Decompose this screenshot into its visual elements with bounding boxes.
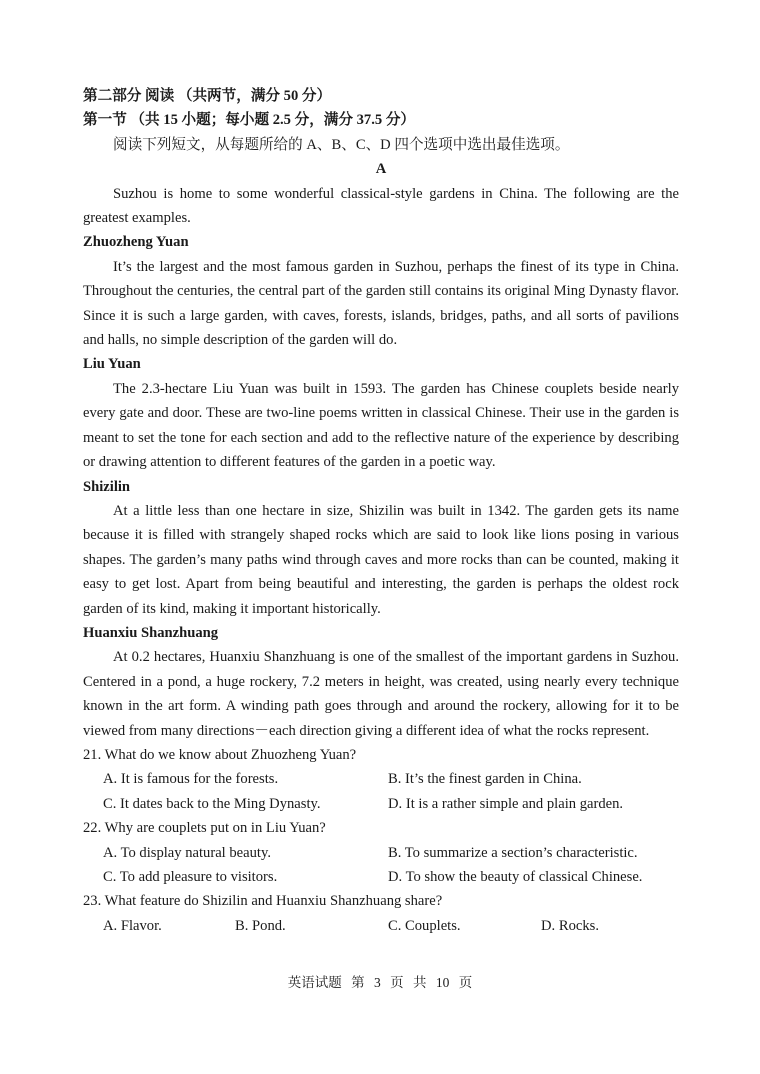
option-row [83,767,679,791]
option-a[interactable]: A. It is famous for the forests. [103,771,279,788]
option-row [83,865,679,889]
question-stem: 21. What do we know about Zhuozheng Yuan? [83,746,357,763]
option-row [83,792,679,816]
page-footer: 英语试题 第 3 页 共 10 页 [287,975,473,990]
option-d[interactable]: D. Rocks. [541,917,599,934]
garden-heading: Huanxiu Shanzhuang [83,624,219,641]
passage-intro: Suzhou is home to some wonderful classical-style gardens in China. The following are the greatest examples. [83,185,679,227]
garden-description: At 0.2 hectares, Huanxiu Shanzhuang is one of the smallest of the important gardens in Suzhou. Centered in a pond, a huge rockery, 7.2 meters in height, was created, using nearly every technique known in the art form. A winding path goes through and around the rockery, allowing for it to be viewed from many directions－each direction giving a different idea of what the rocks represent. [83,649,679,739]
option-d[interactable]: D. To show the beauty of classical Chinese. [388,869,643,885]
garden-heading: Zhuozheng Yuan [83,234,189,251]
instruction: 阅读下列短文，从每题所给的 A、B、C、D 四个选项中选出最佳选项。 [113,136,570,153]
option-a[interactable]: A. To display natural beauty. [103,844,271,861]
part-header: 第一节 （共 15 小题；每小题 2.5 分，满分 37.5 分） [83,112,416,129]
section-header: 第二部分 阅读 （共两节，满分 50 分） [83,88,332,104]
question-stem: 22. Why are couplets put on in Liu Yuan? [83,820,326,837]
reading-section [83,84,679,938]
option-row [83,914,679,938]
garden-heading: Shizilin [83,478,131,495]
garden-description: The 2.3-hectare Liu Yuan was built in 1593. The garden has Chinese couplets beside nearly every gate and door. These are two-line poems written in classical Chinese. Their use in the garden is meant to set the tone for each section and add to the reflective nature of the experience by describing or drawing attention to different features of the garden in a poetic way. [83,380,679,471]
question-stem: 23. What feature do Shizilin and Huanxiu Shanzhuang share? [83,893,443,910]
garden-heading: Liu Yuan [83,356,141,373]
option-b[interactable]: B. Pond. [235,917,286,934]
option-b[interactable]: B. To summarize a section’s characteristic. [388,844,638,861]
option-a[interactable]: A. Flavor. [103,917,162,934]
passage-label: A [375,161,387,178]
garden-description: At a little less than one hectare in size, Shizilin was built in 1342. The garden gets its name because it is filled with strangely shaped rocks which are said to look like lions posing in various shapes. The garden’s many paths wind through caves and more rocks than can be counted, making it easy to get lost. Apart from being beautiful and interesting, the garden is perhaps the oldest rock garden of its kind, making it important historically. [83,502,679,617]
option-d[interactable]: D. It is a rather simple and plain garden. [388,795,624,812]
garden-description: It’s the largest and the most famous garden in Suzhou, perhaps the finest of its type in China. Throughout the centuries, the central part of the garden still contains its original Ming Dynasty flavor. Since it is such a large garden, with caves, forests, islands, bridges, paths, and all sorts of pavilions and halls, no simple description of the garden will do. [83,258,679,349]
option-c[interactable]: C. Couplets. [388,917,461,934]
option-b[interactable]: B. It’s the finest garden in China. [388,771,582,788]
option-c[interactable]: C. It dates back to the Ming Dynasty. [103,795,321,812]
option-row [83,841,679,865]
option-c[interactable]: C. To add pleasure to visitors. [103,869,278,885]
